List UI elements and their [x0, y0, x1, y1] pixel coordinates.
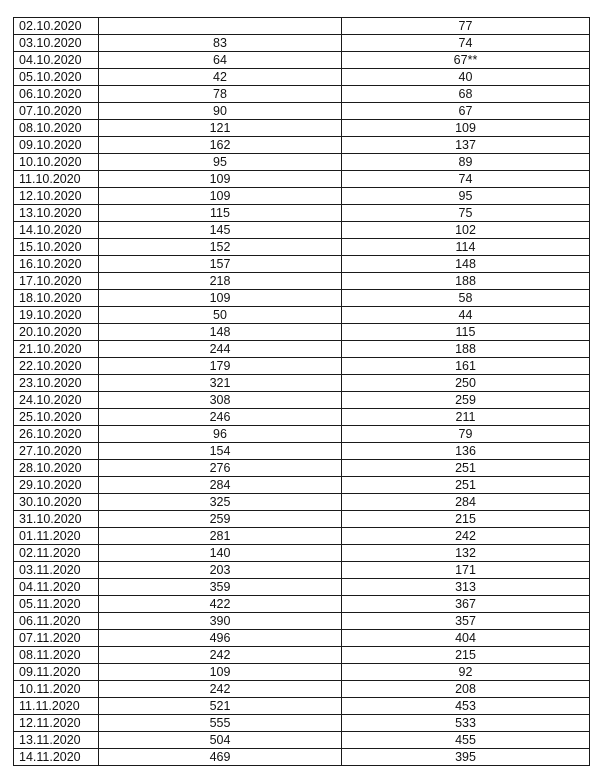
table-row [14, 52, 590, 69]
date-cell: 20.10.2020 [14, 324, 99, 341]
table-row [14, 290, 590, 307]
value-cell-col3: 67** [342, 52, 590, 69]
table-row [14, 528, 590, 545]
table-row [14, 120, 590, 137]
table-row [14, 613, 590, 630]
table-row [14, 715, 590, 732]
value-cell-col2: 276 [99, 460, 342, 477]
value-cell-col2: 244 [99, 341, 342, 358]
value-cell-col3: 395 [342, 749, 590, 766]
value-cell-col3: 148 [342, 256, 590, 273]
value-cell-col3: 114 [342, 239, 590, 256]
value-cell-col3: 404 [342, 630, 590, 647]
date-cell: 11.11.2020 [14, 698, 99, 715]
date-cell: 13.11.2020 [14, 732, 99, 749]
value-cell-col2: 179 [99, 358, 342, 375]
date-cell: 04.10.2020 [14, 52, 99, 69]
table-row [14, 18, 590, 35]
date-cell: 08.10.2020 [14, 120, 99, 137]
value-cell-col2: 281 [99, 528, 342, 545]
value-cell-col3: 58 [342, 290, 590, 307]
value-cell-col2: 308 [99, 392, 342, 409]
date-cell: 01.11.2020 [14, 528, 99, 545]
value-cell-col2: 390 [99, 613, 342, 630]
date-cell: 09.11.2020 [14, 664, 99, 681]
value-cell-col3: 68 [342, 86, 590, 103]
value-cell-col3: 250 [342, 375, 590, 392]
table-row [14, 307, 590, 324]
value-cell-col2: 203 [99, 562, 342, 579]
value-cell-col3: 211 [342, 409, 590, 426]
table-row [14, 732, 590, 749]
date-cell: 03.10.2020 [14, 35, 99, 52]
value-cell-col2: 148 [99, 324, 342, 341]
value-cell-col3: 357 [342, 613, 590, 630]
table-row [14, 154, 590, 171]
value-cell-col2: 115 [99, 205, 342, 222]
table-row [14, 443, 590, 460]
value-cell-col3: 136 [342, 443, 590, 460]
date-cell: 05.11.2020 [14, 596, 99, 613]
value-cell-col3: 313 [342, 579, 590, 596]
value-cell-col3: 77 [342, 18, 590, 35]
value-cell-col3: 533 [342, 715, 590, 732]
value-cell-col3: 44 [342, 307, 590, 324]
value-cell-col3: 208 [342, 681, 590, 698]
table-row [14, 171, 590, 188]
table-row [14, 188, 590, 205]
date-cell: 07.11.2020 [14, 630, 99, 647]
value-cell-col2: 140 [99, 545, 342, 562]
value-cell-col2: 504 [99, 732, 342, 749]
value-cell-col3: 367 [342, 596, 590, 613]
date-cell: 06.10.2020 [14, 86, 99, 103]
value-cell-col3: 259 [342, 392, 590, 409]
table-row [14, 341, 590, 358]
date-cell: 07.10.2020 [14, 103, 99, 120]
value-cell-col2: 157 [99, 256, 342, 273]
table-row [14, 222, 590, 239]
date-cell: 18.10.2020 [14, 290, 99, 307]
value-cell-col2: 50 [99, 307, 342, 324]
value-cell-col3: 115 [342, 324, 590, 341]
table-row [14, 664, 590, 681]
value-cell-col2: 64 [99, 52, 342, 69]
date-cell: 12.11.2020 [14, 715, 99, 732]
value-cell-col2: 242 [99, 681, 342, 698]
value-cell-col2: 42 [99, 69, 342, 86]
date-cell: 29.10.2020 [14, 477, 99, 494]
value-cell-col2 [99, 18, 342, 35]
value-cell-col2: 321 [99, 375, 342, 392]
table-row [14, 749, 590, 766]
value-cell-col3: 102 [342, 222, 590, 239]
value-cell-col3: 74 [342, 171, 590, 188]
date-cell: 14.10.2020 [14, 222, 99, 239]
value-cell-col3: 455 [342, 732, 590, 749]
date-cell: 02.11.2020 [14, 545, 99, 562]
table-row [14, 681, 590, 698]
value-cell-col2: 521 [99, 698, 342, 715]
date-cell: 30.10.2020 [14, 494, 99, 511]
table-row [14, 460, 590, 477]
value-cell-col2: 83 [99, 35, 342, 52]
value-cell-col2: 496 [99, 630, 342, 647]
date-cell: 17.10.2020 [14, 273, 99, 290]
value-cell-col2: 218 [99, 273, 342, 290]
value-cell-col3: 242 [342, 528, 590, 545]
value-cell-col2: 162 [99, 137, 342, 154]
value-cell-col3: 188 [342, 341, 590, 358]
value-cell-col3: 40 [342, 69, 590, 86]
table-row [14, 426, 590, 443]
value-cell-col2: 246 [99, 409, 342, 426]
date-cell: 19.10.2020 [14, 307, 99, 324]
value-cell-col3: 284 [342, 494, 590, 511]
date-cell: 09.10.2020 [14, 137, 99, 154]
value-cell-col2: 422 [99, 596, 342, 613]
value-cell-col2: 96 [99, 426, 342, 443]
value-cell-col3: 67 [342, 103, 590, 120]
table-row [14, 494, 590, 511]
table-row [14, 324, 590, 341]
value-cell-col2: 555 [99, 715, 342, 732]
table-row [14, 273, 590, 290]
date-cell: 02.10.2020 [14, 18, 99, 35]
date-cell: 22.10.2020 [14, 358, 99, 375]
table-row [14, 392, 590, 409]
value-cell-col3: 453 [342, 698, 590, 715]
value-cell-col2: 95 [99, 154, 342, 171]
value-cell-col3: 215 [342, 511, 590, 528]
date-cell: 04.11.2020 [14, 579, 99, 596]
date-cell: 10.11.2020 [14, 681, 99, 698]
value-cell-col2: 78 [99, 86, 342, 103]
table-row [14, 69, 590, 86]
date-cell: 12.10.2020 [14, 188, 99, 205]
date-cell: 25.10.2020 [14, 409, 99, 426]
table-row [14, 477, 590, 494]
value-cell-col2: 284 [99, 477, 342, 494]
table-row [14, 630, 590, 647]
table-row [14, 409, 590, 426]
value-cell-col2: 121 [99, 120, 342, 137]
date-cell: 03.11.2020 [14, 562, 99, 579]
table-row [14, 35, 590, 52]
date-cell: 13.10.2020 [14, 205, 99, 222]
value-cell-col3: 171 [342, 562, 590, 579]
value-cell-col2: 109 [99, 290, 342, 307]
value-cell-col3: 79 [342, 426, 590, 443]
value-cell-col3: 161 [342, 358, 590, 375]
date-cell: 16.10.2020 [14, 256, 99, 273]
date-cell: 06.11.2020 [14, 613, 99, 630]
table-row [14, 647, 590, 664]
value-cell-col3: 92 [342, 664, 590, 681]
value-cell-col3: 75 [342, 205, 590, 222]
date-cell: 11.10.2020 [14, 171, 99, 188]
table-row [14, 545, 590, 562]
date-cell: 08.11.2020 [14, 647, 99, 664]
value-cell-col2: 242 [99, 647, 342, 664]
date-cell: 21.10.2020 [14, 341, 99, 358]
table-row [14, 375, 590, 392]
date-cell: 05.10.2020 [14, 69, 99, 86]
date-cell: 14.11.2020 [14, 749, 99, 766]
date-cell: 27.10.2020 [14, 443, 99, 460]
value-cell-col2: 152 [99, 239, 342, 256]
date-cell: 23.10.2020 [14, 375, 99, 392]
value-cell-col3: 251 [342, 477, 590, 494]
value-cell-col2: 154 [99, 443, 342, 460]
value-cell-col2: 109 [99, 188, 342, 205]
value-cell-col3: 251 [342, 460, 590, 477]
table-row [14, 239, 590, 256]
value-cell-col3: 188 [342, 273, 590, 290]
value-cell-col3: 137 [342, 137, 590, 154]
value-cell-col3: 89 [342, 154, 590, 171]
date-cell: 15.10.2020 [14, 239, 99, 256]
date-cell: 31.10.2020 [14, 511, 99, 528]
data-table [13, 17, 590, 766]
table-row [14, 256, 590, 273]
value-cell-col2: 109 [99, 664, 342, 681]
table-row [14, 86, 590, 103]
value-cell-col2: 469 [99, 749, 342, 766]
value-cell-col2: 145 [99, 222, 342, 239]
value-cell-col2: 109 [99, 171, 342, 188]
table-row [14, 698, 590, 715]
table-row [14, 358, 590, 375]
value-cell-col3: 132 [342, 545, 590, 562]
table-body [14, 18, 590, 766]
table-row [14, 562, 590, 579]
value-cell-col2: 325 [99, 494, 342, 511]
value-cell-col2: 259 [99, 511, 342, 528]
value-cell-col3: 109 [342, 120, 590, 137]
date-cell: 26.10.2020 [14, 426, 99, 443]
table-row [14, 579, 590, 596]
value-cell-col3: 215 [342, 647, 590, 664]
date-cell: 10.10.2020 [14, 154, 99, 171]
value-cell-col2: 90 [99, 103, 342, 120]
value-cell-col3: 74 [342, 35, 590, 52]
date-cell: 28.10.2020 [14, 460, 99, 477]
date-cell: 24.10.2020 [14, 392, 99, 409]
table-row [14, 137, 590, 154]
table-row [14, 205, 590, 222]
value-cell-col2: 359 [99, 579, 342, 596]
table-row [14, 511, 590, 528]
table-row [14, 103, 590, 120]
value-cell-col3: 95 [342, 188, 590, 205]
table-row [14, 596, 590, 613]
